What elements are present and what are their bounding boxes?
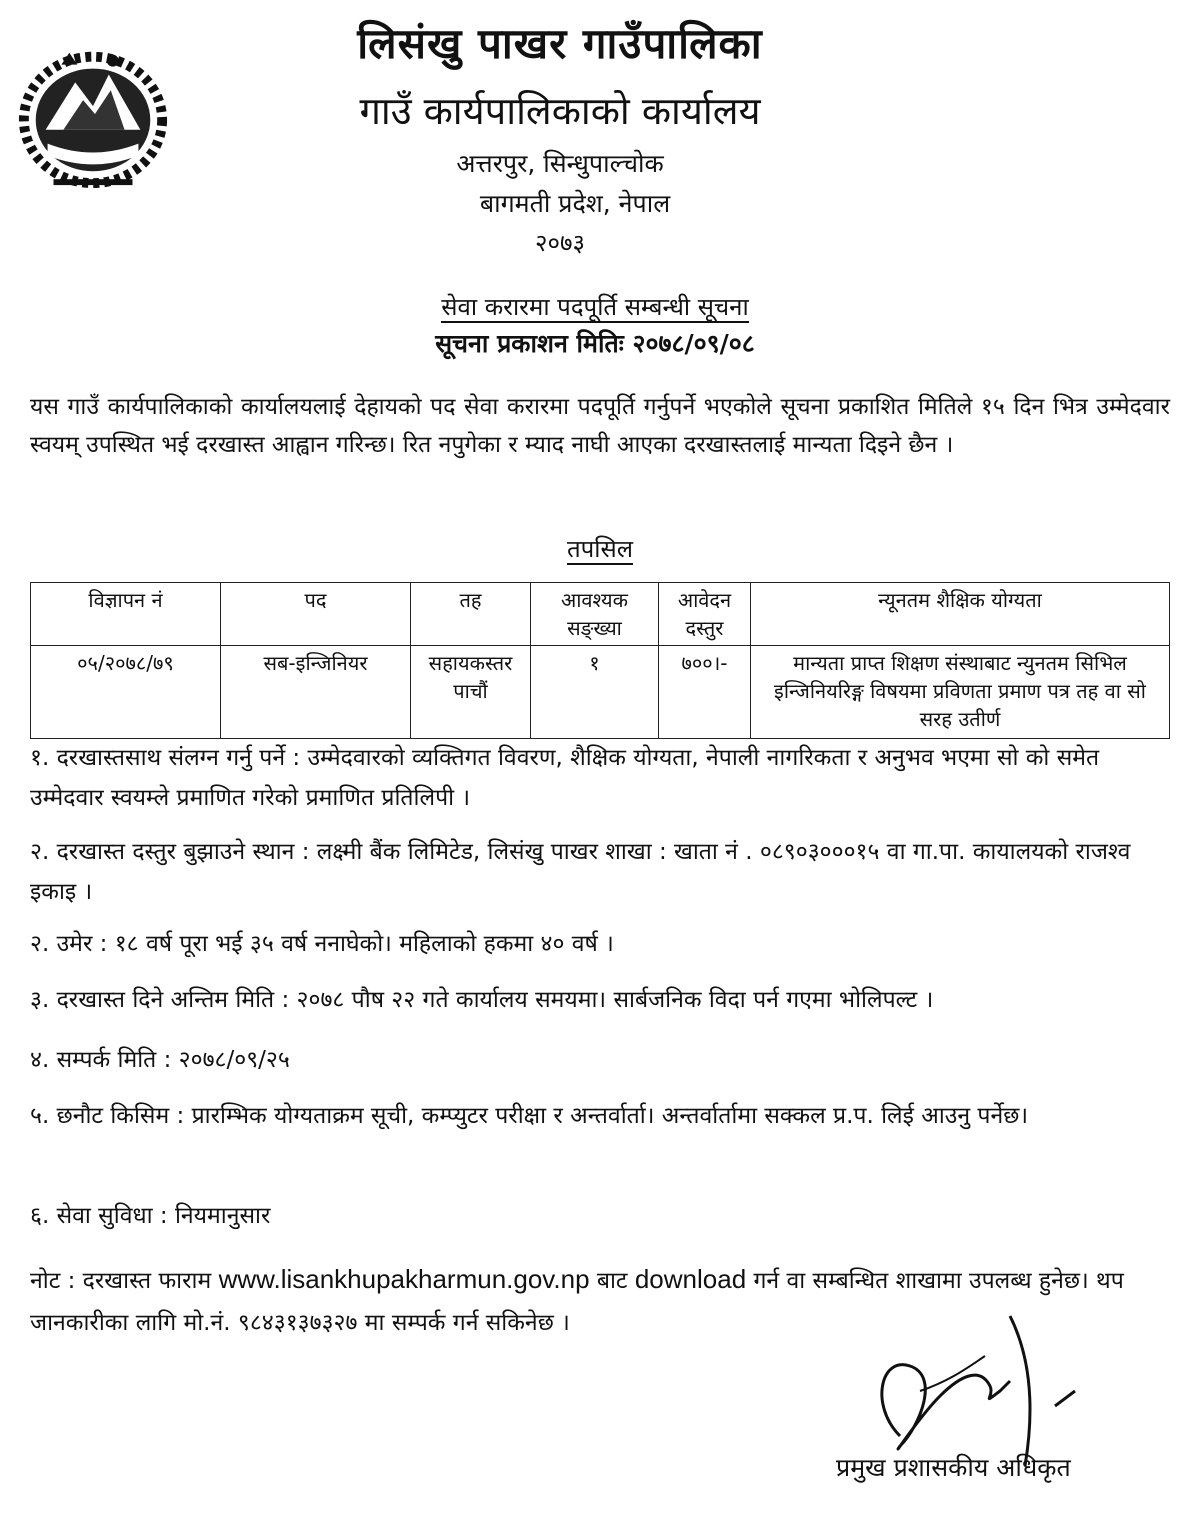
item-fee-location: २. दरखास्त दस्तुर बुझाउने स्थान : लक्ष्मी बैंक लिमिटेड, लिसंखु पाखर शाखा : खाता नं . ०८९०३०००१५ वा गा.पा. कायालयको राजश्व इकाइ ।: [30, 839, 1131, 905]
cell-level: सहायकस्तर पाचौं: [411, 646, 531, 739]
header-level: तह: [411, 583, 531, 646]
note-prefix: नोट : दरखास्त फाराम: [30, 1268, 212, 1294]
item-documents: १. दरखास्तसाथ संलग्न गर्नु पर्ने : उम्मेदवारको व्यक्तिगत विवरण, शैक्षिक योग्यता, नेपाली नागरिकता र अनुभव भएमा सो को समेत उम्मेदवार स्वयम्ले प्रमाणित गरेको प्रमाणित प्रतिलिपी ।: [30, 745, 1100, 811]
cell-required-count: १: [531, 646, 659, 739]
header-required-count: आवश्यक सङ्ख्या: [531, 583, 659, 646]
post-table: [30, 582, 1170, 739]
item-facilities: ६. सेवा सुविधा : नियमानुसार: [30, 1203, 271, 1229]
note-download: download: [634, 1264, 747, 1294]
item-deadline: ३. दरखास्त दिने अन्तिम मिति : २०७८ पौष २२ गते कार्यालय समयमा। सार्बजनिक विदा पर्न गएमा भोलिपल्ट ।: [30, 987, 934, 1013]
note-suffix: गर्न वा सम्बन्धित शाखामा उपलब्ध हुनेछ। थप जानकारीका लागि मो.नं. ९८४३१३७३२७ मा सम्पर्क गर्न सकिनेछ ।: [30, 1268, 1124, 1336]
notice-date: सूचना प्रकाशन मितिः २०७८/०९/०८: [435, 329, 755, 358]
header-post: पद: [221, 583, 411, 646]
table-header-row: [31, 583, 1170, 646]
header-min-qualification: न्यूनतम शैक्षिक योग्यता: [751, 583, 1170, 646]
address-line-1: अत्तरपुर, सिन्धुपाल्चोक: [456, 149, 664, 178]
cell-ad-number: ०५/२०७८/७९: [31, 646, 221, 739]
cell-min-qualification: मान्यता प्राप्त शिक्षण संस्थाबाट न्युनतम सिभिल इन्जिनियरिङ्ग विषयमा प्रविणता प्रमाण पत्र तह वा सो सरह उतीर्ण: [751, 646, 1170, 739]
item-contact-date: ४. सम्पर्क मिति : २०७८/०९/२५: [30, 1047, 290, 1073]
office-subtitle: गाउँ कार्यपालिकाको कार्यालय: [359, 89, 761, 133]
signature-icon: [860, 1296, 1100, 1476]
note-url: www.lisankhupakharmun.gov.np: [218, 1264, 590, 1294]
office-name: लिसंखु पाखर गाउँपालिका: [357, 19, 763, 68]
details-heading: तपसिल: [566, 535, 634, 563]
item-age: २. उमेर : १८ वर्ष पूरा भई ३५ वर्ष ननाघेको। महिलाको हकमा ४० वर्ष ।: [30, 931, 614, 957]
item-selection-method: ५. छनौट किसिम : प्रारम्भिक योग्यताक्रम सूची, कम्प्युटर परीक्षा र अन्तर्वार्ता। अन्तर्वार्तामा सक्कल प्र.प. लिई आउनु पर्नेछ।: [30, 1103, 1029, 1129]
header-ad-number: विज्ञापन नं: [31, 583, 221, 646]
table-row: [31, 646, 1170, 739]
header-year: २०७३: [535, 229, 585, 257]
cell-application-fee: ७००।-: [659, 646, 751, 739]
notice-title: सेवा करारमा पदपूर्ति सम्बन्धी सूचना: [441, 293, 749, 321]
notice-intro: यस गाउँ कार्यपालिकाको कार्यालयलाई देहायको पद सेवा करारमा पदपूर्ति गर्नुपर्ने भएकोले सूचना प्रकाशित मितिले १५ दिन भित्र उम्मेदवार स्वयम् उपस्थित भई दरखास्त आह्वान गरिन्छ। रित नपुगेका र म्याद नाघी आएका दरखास्तलाई मान्यता दिइने छैन ।: [30, 394, 1170, 458]
address-line-2: बागमती प्रदेश, नेपाल: [479, 189, 671, 218]
signatory-title: प्रमुख प्रशासकीय अधिकृत: [836, 1453, 1071, 1482]
header-application-fee: आवेदन दस्तुर: [659, 583, 751, 646]
note-middle: बाट: [596, 1268, 628, 1294]
cell-post: सब-इन्जिनियर: [221, 646, 411, 739]
